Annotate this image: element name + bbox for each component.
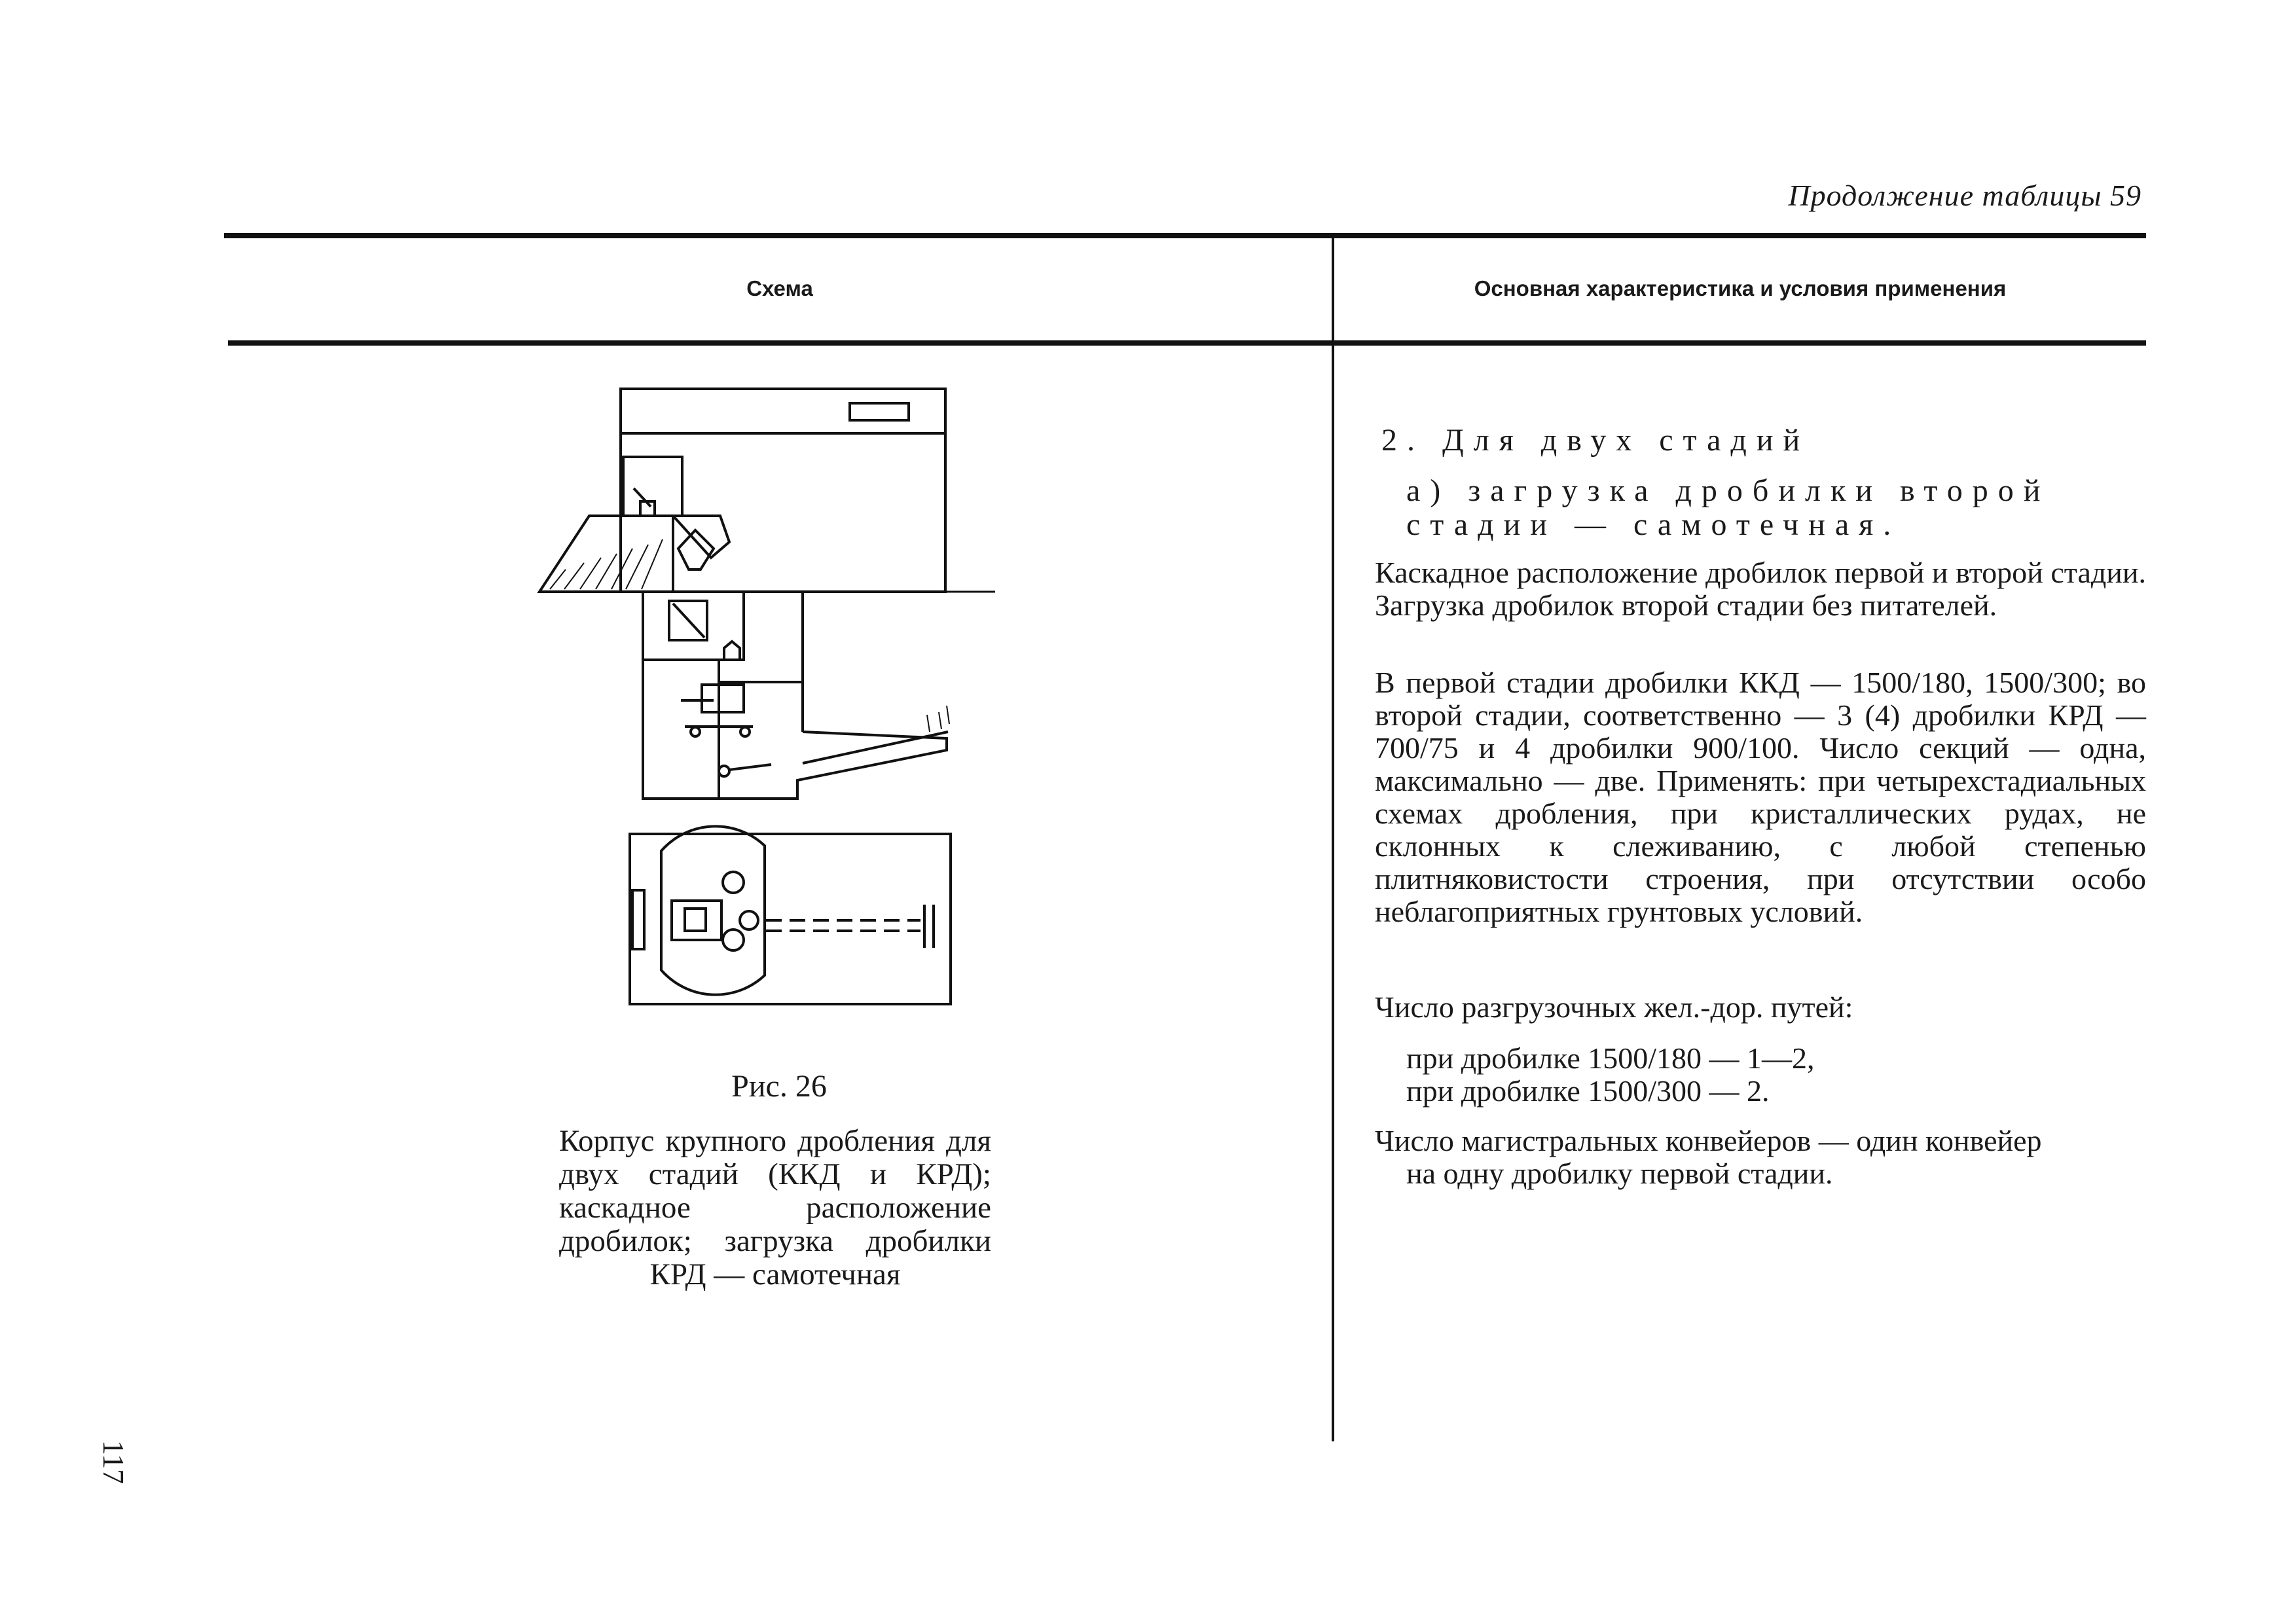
rail-tracks-item-1500-300: при дробилке 1500/300 — 2. (1406, 1074, 1770, 1108)
table-continuation-note: Продолжение таблицы 59 (1788, 179, 2141, 212)
drawing-svg (524, 373, 995, 1028)
column-divider (1332, 236, 1334, 1441)
conveyors-line-2: на одну дробилку первой стадии. (1406, 1157, 1833, 1190)
page-number: 117 (97, 1440, 130, 1485)
paragraph-layout: Каскадное расположение дробилок первой и второй стадии. Загрузка дробилок второй стадии без питателей. (1375, 556, 2146, 622)
section-subheading: а) загрузка дробилки второй стадии — самотечная. (1406, 473, 2050, 542)
table-top-rule (224, 233, 2146, 238)
primary-crusher (678, 530, 714, 569)
figure-label: Рис. 26 (731, 1069, 827, 1104)
section-heading: 2. Для двух стадий (1381, 423, 1810, 458)
rail-tracks-item-1500-180: при дробилке 1500/180 — 1—2, (1406, 1041, 1815, 1075)
paragraph-conveyors (1375, 1125, 2146, 1190)
paragraph-rail-tracks: Число разгрузочных жел.-дор. путей: (1375, 990, 1853, 1024)
plan-view (630, 826, 951, 1004)
conveyors-line-1: Число магистральных конвейеров — один конвейер (1375, 1124, 2042, 1157)
embankment (539, 516, 673, 592)
crushing-building-drawing (524, 373, 995, 1031)
column-header-characteristics: Основная характеристика и условия применения (1474, 276, 2007, 300)
figure-caption: Корпус крупного дробления для двух стадий (ККД и КРД); каскадное расположение дробилок; загрузка дробилки КРД — самотечная (559, 1124, 991, 1291)
paragraph-equipment: В первой стадии дробилки ККД — 1500/180, 1500/300; во второй стадии, соответственно — 3 (4) дробилки КРД — 700/75 и 4 дробилки 900/100. Число секций — одна, максимально — две. Применять: при четырехстадиальных схемах дробления, при кристаллических рудах, не склонных к слеживанию, с любой степенью плитняковистости строения, при отсутствии особо неблагоприятных грунтовых условий. (1375, 666, 2146, 928)
rail-tracks-list (1406, 1042, 2140, 1108)
column-header-scheme: Схема (746, 276, 813, 300)
table-header-rule (228, 340, 2146, 346)
